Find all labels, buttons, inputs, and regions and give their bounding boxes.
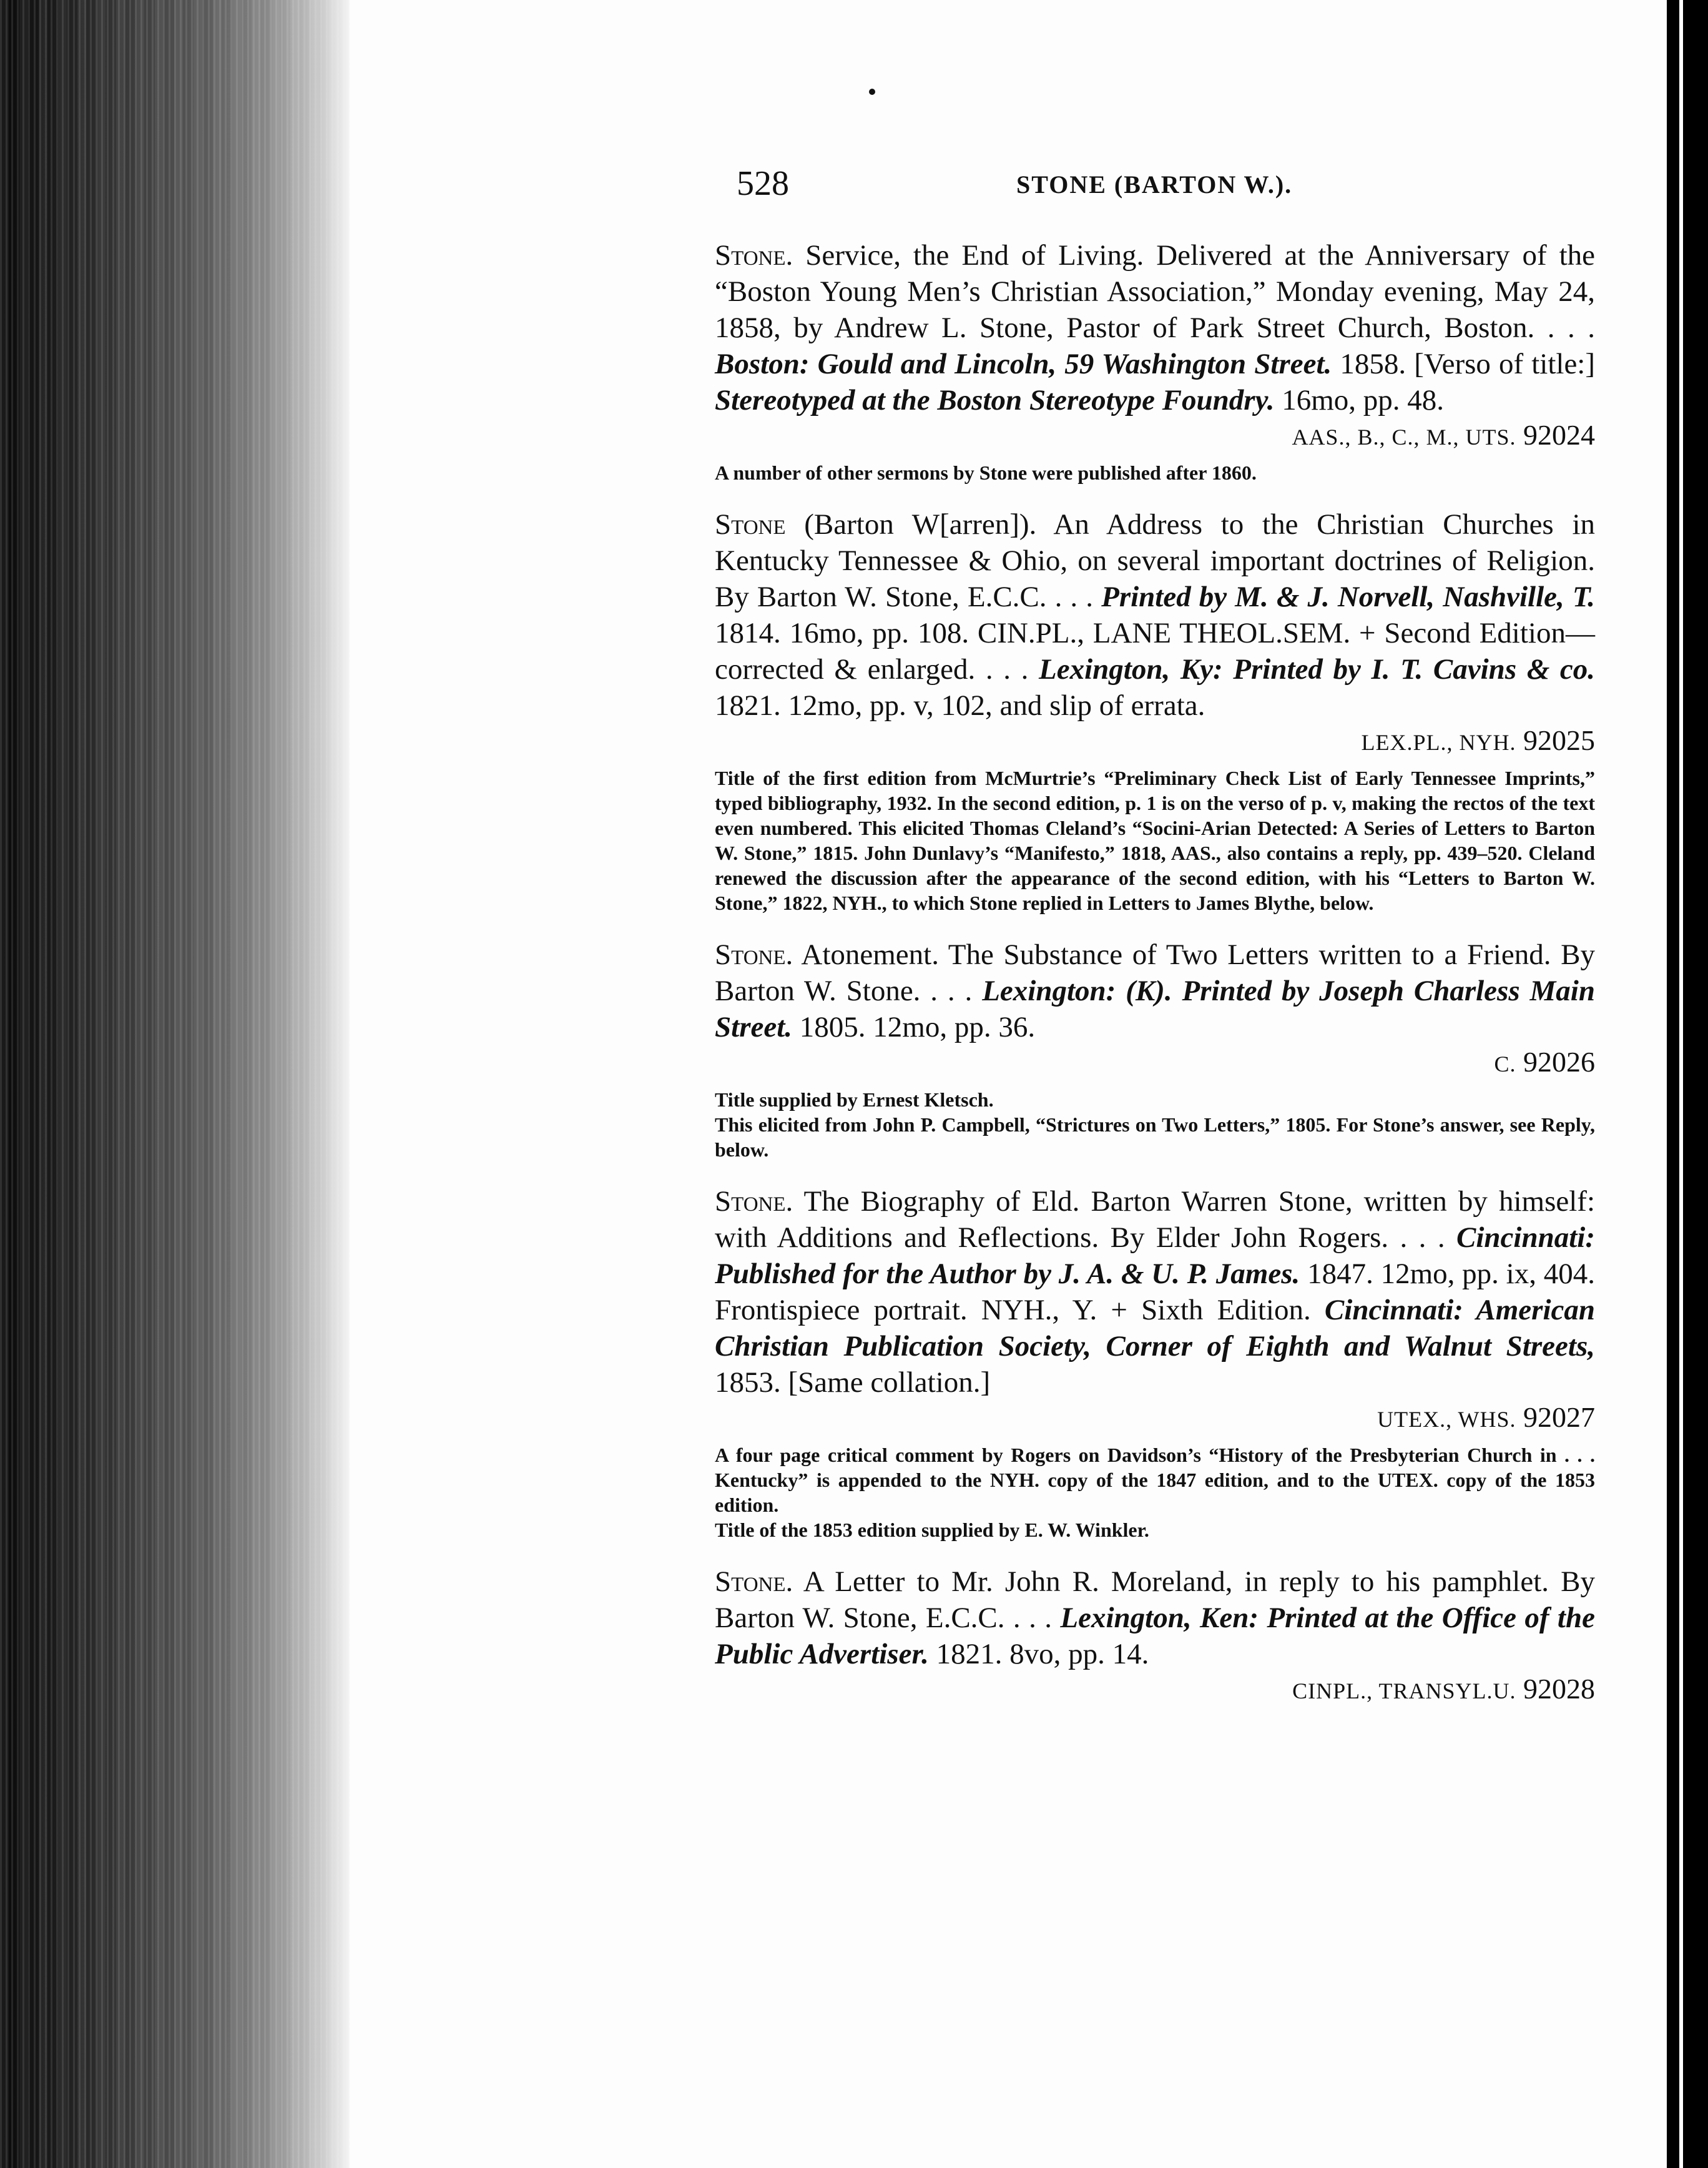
- entry-locations: C.: [1494, 1052, 1516, 1077]
- entry-imprint: Cincinnati: Published for the Author by J. A. & U. P. James.: [715, 1221, 1595, 1290]
- entry-lead: Stone.: [715, 1565, 793, 1598]
- entry-text-3: 1821. 12mo, pp. v, 102, and slip of errata.: [715, 689, 1205, 722]
- entry-body: [715, 237, 1595, 418]
- entry-text: A Letter to Mr. John R. Moreland, in reply to his pamphlet. By Barton W. Stone, E.C.C. . . .: [715, 1565, 1595, 1634]
- entry-imprint: Boston: Gould and Lincoln, 59 Washington Street.: [715, 348, 1332, 380]
- running-head: [737, 164, 1595, 207]
- entry-text-2: 1821. 8vo, pp. 14.: [936, 1638, 1149, 1670]
- entry-text-2: 1858. [Verso of title:]: [1340, 348, 1596, 380]
- entry-lead: Stone: [715, 508, 786, 541]
- speck-mark: [869, 89, 875, 95]
- page-header-title: STONE (BARTON W.).: [1016, 170, 1293, 199]
- entry-imprint-2: Stereotyped at the Boston Stereotype Foundry.: [715, 384, 1275, 416]
- bibliography-entry: [715, 1183, 1595, 1542]
- entry-text-2: 1805. 12mo, pp. 36.: [799, 1011, 1036, 1043]
- entry-body: [715, 506, 1595, 724]
- scan-right-edge-line: [1679, 0, 1683, 2168]
- page-number: 528: [737, 164, 789, 203]
- entry-text: The Biography of Eld. Barton Warren Stone, written by himself: with Additions and Reflections. By Elder John Rogers. . . .: [715, 1185, 1595, 1254]
- entry-lead: Stone.: [715, 239, 793, 272]
- entry-locations-line: [715, 1672, 1595, 1705]
- scan-binding-edge: [0, 0, 350, 2168]
- entry-locations: CINPL., TRANSYL.U.: [1292, 1678, 1516, 1703]
- entry-body: [715, 937, 1595, 1045]
- entry-number: 92024: [1523, 419, 1595, 451]
- entry-imprint: Lexington: (K). Printed by Joseph Charless Main Street.: [715, 975, 1595, 1043]
- entry-text-3: 16mo, pp. 48.: [1282, 384, 1445, 416]
- entry-locations: LEX.PL., NYH.: [1361, 730, 1516, 755]
- entry-locations-line: [715, 1045, 1595, 1078]
- scan-right-edge: [1667, 0, 1708, 2168]
- bibliography-entry: [715, 937, 1595, 1162]
- entry-note: Title of the 1853 edition supplied by E. W. Winkler.: [715, 1519, 1149, 1541]
- entry-text: Service, the End of Living. Delivered at the Anniversary of the “Boston Young Men’s Christian Association,” Monday evening, May 24, 1858, by Andrew L. Stone, Pastor of Park Street Church, Boston. . . .: [715, 239, 1595, 344]
- bibliography-entries: [715, 237, 1595, 1705]
- entry-imprint: Lexington, Ken: Printed at the Office of the Public Advertiser.: [715, 1602, 1595, 1670]
- entry-imprint: Printed by M. & J. Norvell, Nashville, T.: [1101, 581, 1596, 613]
- entry-locations-line: [715, 1401, 1595, 1434]
- entry-note: A four page critical comment by Rogers on Davidson’s “History of the Presbyterian Church in . . . Kentucky” is appended to the NYH. copy of the 1847 edition, and to the UTEX. copy of the 1853 edition.: [715, 1444, 1595, 1516]
- entry-number: 92025: [1523, 724, 1595, 756]
- entry-lead: Stone.: [715, 939, 793, 971]
- entry-locations: UTEX., WHS.: [1377, 1407, 1516, 1432]
- entry-text-2: 1847. 12mo, pp. ix, 404. Frontispiece portrait. NYH., Y. + Sixth Edition.: [715, 1258, 1596, 1326]
- entry-locations-line: [715, 724, 1595, 757]
- bibliography-entry: [715, 237, 1595, 485]
- bibliography-entry: [715, 1564, 1595, 1705]
- entry-lead: Stone.: [715, 1185, 793, 1218]
- entry-note: Title of the first edition from McMurtrie’s “Preliminary Check List of Early Tennessee Imprints,” typed bibliography, 1932. In the second edition, p. 1 is on the verso of p. v, making the rectos of the text even numbered. This elicited Thomas Cleland’s “Socini-Arian Detected: A Series of Letters to Barton W. Stone,” 1815. John Dunlavy’s “Manifesto,” 1818, AAS., also contains a reply, pp. 439–520. Cleland renewed the discussion after the appearance of the second edition, with his “Letters to Barton W. Stone,” 1822, NYH., to which Stone replied in Letters to James Blythe, below.: [715, 767, 1595, 914]
- entry-text-2: 1814. 16mo, pp. 108. CIN.PL., LANE THEOL.SEM. + Second Edition—corrected & enlarged. . . .: [715, 617, 1595, 686]
- entry-text: Atonement. The Substance of Two Letters written to a Friend. By Barton W. Stone. . . .: [715, 939, 1595, 1007]
- entry-locations-line: [715, 418, 1595, 451]
- entry-number: 92027: [1523, 1401, 1595, 1433]
- entry-body: [715, 1183, 1595, 1401]
- entry-text-3: 1853. [Same collation.]: [715, 1366, 991, 1399]
- entry-note: A number of other sermons by Stone were published after 1860.: [715, 461, 1257, 484]
- entry-number: 92028: [1523, 1673, 1595, 1705]
- entry-note: This elicited from John P. Campbell, “Strictures on Two Letters,” 1805. For Stone’s answer, see Reply, below.: [715, 1113, 1595, 1161]
- entry-imprint-2: Cincinnati: American Christian Publication Society, Corner of Eighth and Walnut Streets,: [715, 1294, 1595, 1362]
- entry-text: (Barton W[arren]). An Address to the Christian Churches in Kentucky Tennessee & Ohio, on several important doctrines of Religion. By Barton W. Stone, E.C.C. . . .: [715, 508, 1596, 613]
- entry-note: Title supplied by Ernest Kletsch.: [715, 1088, 994, 1111]
- entry-number: 92026: [1523, 1046, 1595, 1078]
- entry-body: [715, 1564, 1595, 1672]
- entry-locations: AAS., B., C., M., UTS.: [1292, 425, 1516, 450]
- entry-imprint-2: Lexington, Ky: Printed by I. T. Cavins & co.: [1039, 653, 1596, 686]
- bibliography-entry: [715, 506, 1595, 915]
